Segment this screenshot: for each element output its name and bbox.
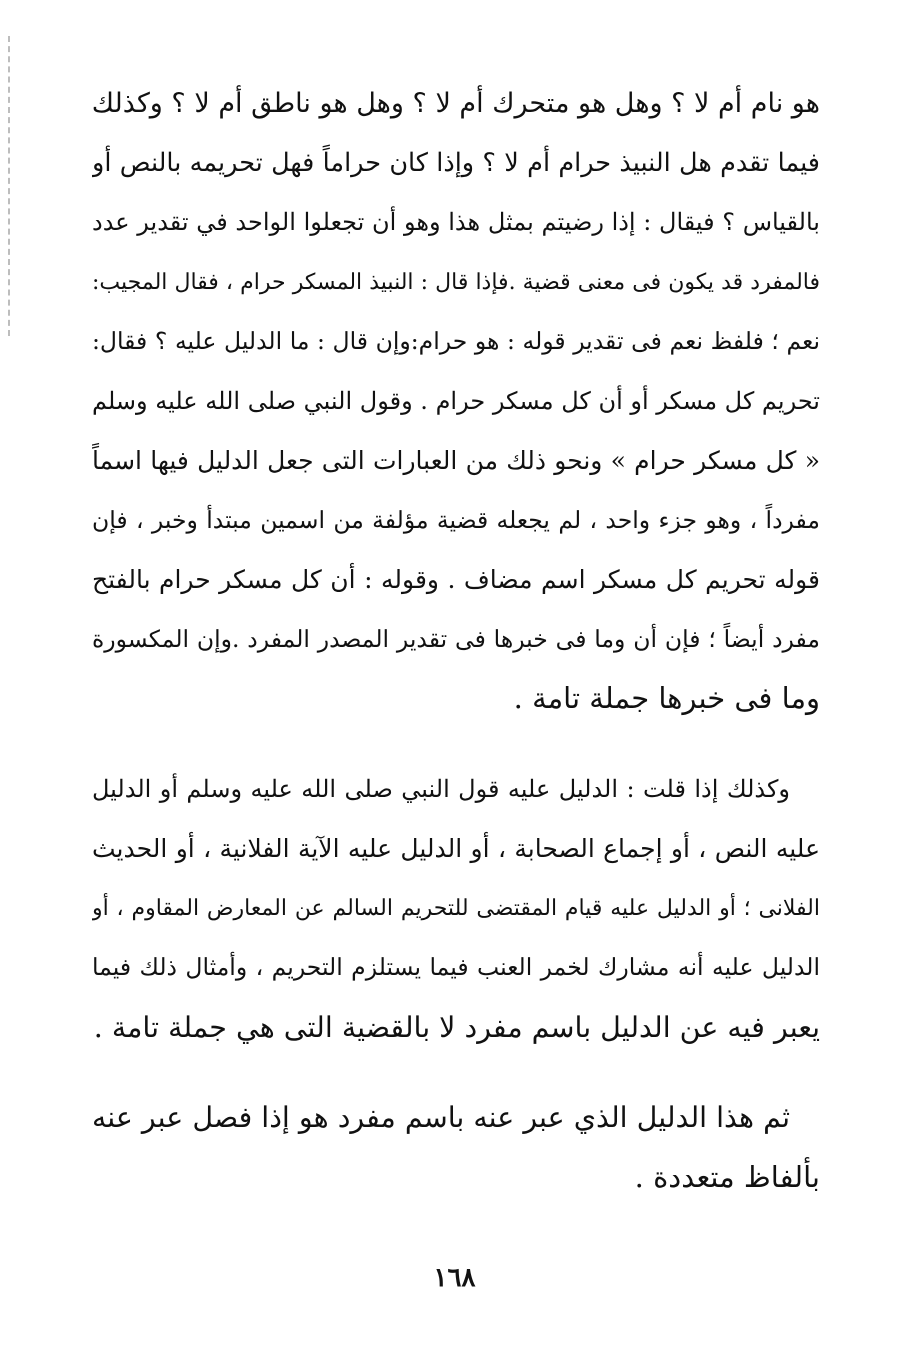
- text-line: « كل مسكر حرام » ونحو ذلك من العبارات التى جعل الدليل فيها اسماً: [92, 446, 820, 475]
- text-line: الفلانى ؛ أو الدليل عليه قيام المقتضى للتحريم السالم عن المعارض المقاوم ، أو: [92, 895, 820, 921]
- text-line: عليه النص ، أو إجماع الصحابة ، أو الدليل عليه الآية الفلانية ، أو الحديث: [92, 834, 820, 863]
- text-line: ثم هذا الدليل الذي عبر عنه باسم مفرد هو إذا فصل عبر عنه: [92, 1101, 790, 1134]
- page-body: [92, 74, 820, 1207]
- text-line: قوله تحريم كل مسكر اسم مضاف . وقوله : أن كل مسكر حرام بالفتح: [92, 565, 820, 594]
- text-line: بألفاظ متعددة .: [634, 1159, 820, 1194]
- text-line: بالقياس ؟ فيقال : إذا رضيتم بمثل هذا وهو أن تجعلوا الواحد في تقدير عدد: [92, 208, 820, 236]
- text-line: الدليل عليه أنه مشارك لخمر العنب فيما يستلزم التحريم ، وأمثال ذلك فيما: [92, 953, 820, 981]
- page-number: ١٦٨: [433, 1263, 476, 1293]
- text-line: يعبر فيه عن الدليل باسم مفرد لا بالقضية التى هي جملة تامة .: [93, 1010, 820, 1044]
- text-line: وما فى خبرها جملة تامة .: [513, 681, 820, 715]
- text-line: نعم ؛ فلفظ نعم فى تقدير قوله : هو حرام:وإن قال : ما الدليل عليه ؟ فقال:: [92, 327, 820, 355]
- paragraph-2: [92, 760, 820, 1058]
- paragraph-1: [92, 74, 820, 729]
- text-line: فالمفرد قد يكون فى معنى قضية .فإذا قال : النبيذ المسكر حرام ، فقال المجيب:: [92, 269, 820, 295]
- text-line: فيما تقدم هل النبيذ حرام أم لا ؟ وإذا كان حراماً فهل تحريمه بالنص أو: [92, 147, 820, 178]
- text-line: تحريم كل مسكر أو أن كل مسكر حرام . وقول النبي صلى الله عليه وسلم: [92, 386, 820, 415]
- text-line: هو نام أم لا ؟ وهل هو متحرك أم لا ؟ وهل هو ناطق أم لا ؟ وكذلك: [92, 88, 820, 119]
- paragraph-3: [92, 1088, 820, 1207]
- margin-rule: [8, 36, 10, 336]
- text-line: مفرد أيضاً ؛ فإن أن وما فى خبرها فى تقدير المصدر المفرد .وإن المكسورة: [92, 624, 820, 653]
- text-line: وكذلك إذا قلت : الدليل عليه قول النبي صلى الله عليه وسلم أو الدليل: [92, 774, 790, 803]
- text-line: مفرداً ، وهو جزء واحد ، لم يجعله قضية مؤلفة من اسمين مبتدأ وخبر ، فإن: [92, 505, 820, 534]
